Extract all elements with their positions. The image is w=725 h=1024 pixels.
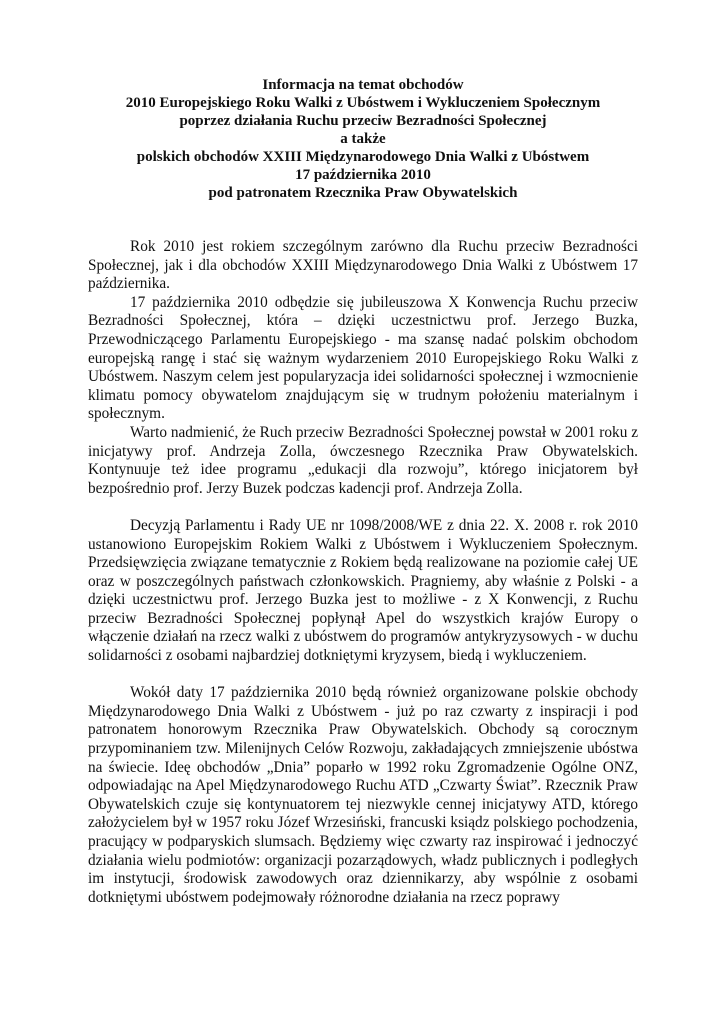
title-line: 17 października 2010 xyxy=(295,167,431,183)
paragraph: Wokół daty 17 października 2010 będą również organizowane polskie obchody Międzynarodowego Dnia Walki z Ubóstwem - już po raz czwarty z inspiracji i pod patronatem honorowym Rzecznika Praw Obywatelskich. Obchody są corocznym przypominaniem tzw. Milenijnych Celów Rozwoju, zakładających zmniejszenie ubóstwa na świecie. Ideę obchodów „Dnia” poparło w 1992 roku Zgromadzenie Ogólne ONZ, odpowiadając na Apel Międzynarodowego Ruchu ATD „Czwarty Świat”. Rzecznik Praw Obywatelskich czuje się kontynuatorem tej niezwykle cennej inicjatywy ATD, którego założycielem był w 1957 roku Józef Wrzesiński, francuski ksiądz polskiego pochodzenia, pracujący w podparyskich slumsach. Będziemy więc czwarty raz inspirować i jednoczyć działania wielu podmiotów: organizacji pozarządowych, władz publicznych i podległych im instytucji, środowisk zawodowych oraz dziennikarzy, aby wspólnie z osobami dotkniętymi ubóstwem podejmowały różnorodne działania na rzecz poprawy xyxy=(88,684,638,906)
paragraph: Decyzją Parlamentu i Rady UE nr 1098/2008/WE z dnia 22. X. 2008 r. rok 2010 ustanowiono Europejskim Rokiem Walki z Ubóstwem i Wykluczeniem Społecznym. Przedsięwzięcia związane tematycznie z Rokiem będą realizowane na poziomie całej UE oraz w poszczególnych państwach członkowskich. Pragniemy, aby właśnie z Polski - a dzięki uczestnictwu prof. Jerzego Buzka jest to możliwe - z X Konwencji, z Ruchu przeciw Bezradności Społecznej popłynął Apel do wszystkich krajów Europy o włączenie działań na rzecz walki z ubóstwem do programów antykryzysowych - w duchu solidarności z osobami najbardziej dotkniętymi kryzysem, biedą i wykluczeniem. xyxy=(88,516,638,665)
title-line: polskich obchodów XXIII Międzynarodowego Dnia Walki z Ubóstwem xyxy=(136,149,590,165)
paragraph: Warto nadmienić, że Ruch przeciw Bezradności Społecznej powstał w 2001 roku z inicjatywy prof. Andrzeja Zolla, ówczesnego Rzecznika Praw Obywatelskich. Kontynuuje też idee programu „edukacji dla rozwoju”, którego inicjatorem był bezpośrednio prof. Jerzy Buzek podczas kadencji prof. Andrzeja Zolla. xyxy=(88,423,638,497)
title-line: poprzez działania Ruchu przeciw Bezradności Społecznej xyxy=(179,113,547,129)
title-line: pod patronatem Rzecznika Praw Obywatelskich xyxy=(208,185,518,201)
document-title xyxy=(88,76,638,202)
document-body xyxy=(88,238,638,907)
paragraph: 17 października 2010 odbędzie się jubileuszowa X Konwencja Ruchu przeciw Bezradności Społecznej, która – dzięki uczestnictwu prof. Jerzego Buzka, Przewodniczącego Parlamentu Europejskiego - ma szansę nadać polskim obchodom europejską rangę i stać się ważnym wydarzeniem 2010 Europejskiego Roku Walki z Ubóstwem. Naszym celem jest popularyzacja idei solidarności społecznej i wzmocnienie klimatu pomocy obywatelom znajdującym się w trudnym położeniu materialnym i społecznym. xyxy=(88,293,638,423)
title-line: 2010 Europejskiego Roku Walki z Ubóstwem i Wykluczeniem Społecznym xyxy=(125,95,601,111)
paragraph: Rok 2010 jest rokiem szczególnym zarówno dla Ruchu przeciw Bezradności Społecznej, jak i dla obchodów XXIII Międzynarodowego Dnia Walki z Ubóstwem 17 października. xyxy=(88,238,638,293)
document-page xyxy=(88,76,638,907)
title-line: Informacja na temat obchodów xyxy=(262,77,464,93)
title-line: a także xyxy=(340,131,386,147)
